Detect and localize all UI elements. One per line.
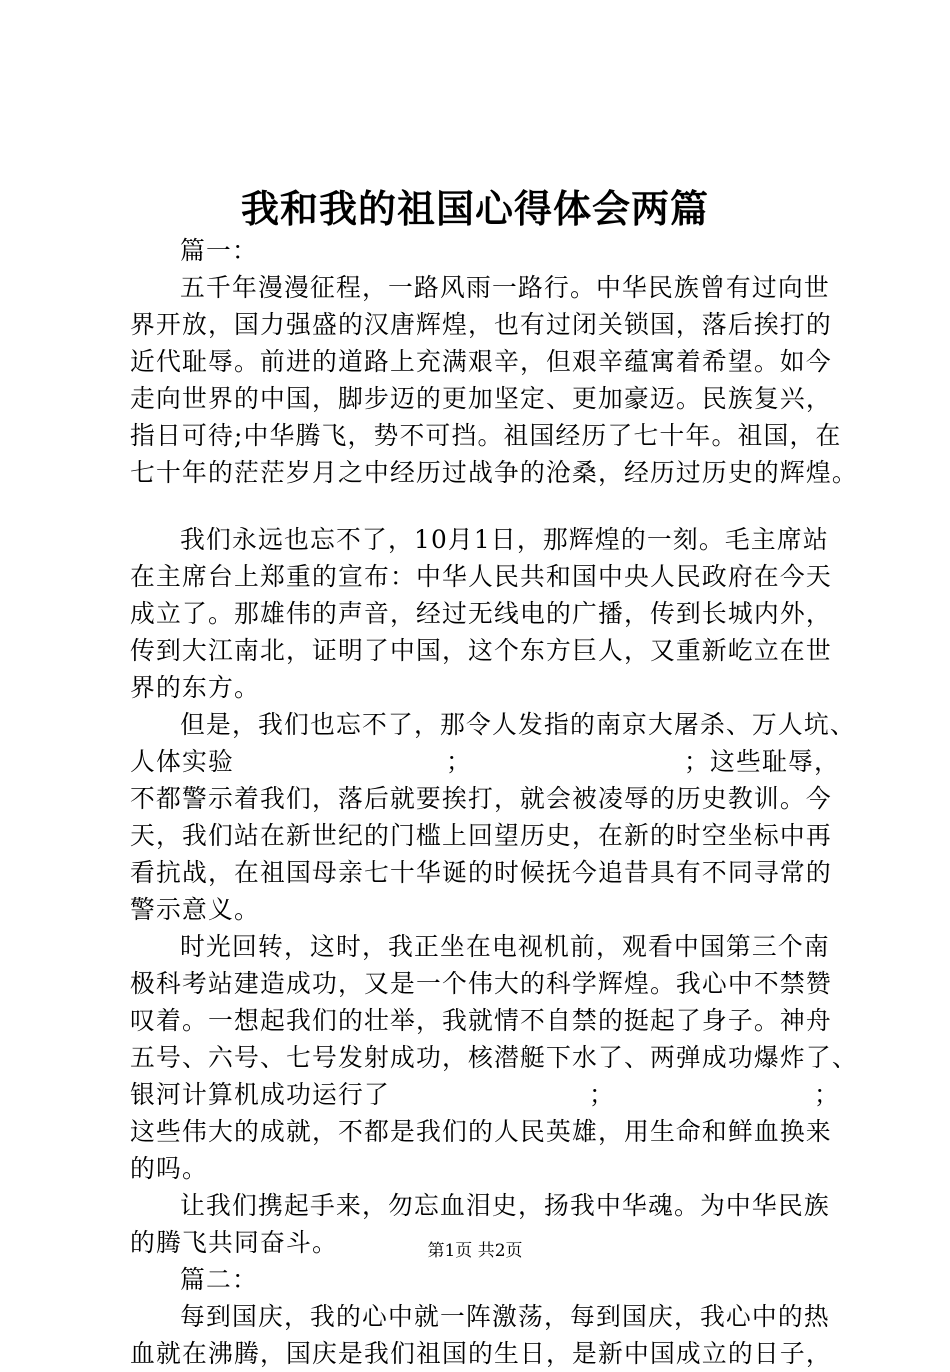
text-line: 血就在沸腾，国庆是我们祖国的生日，是新中国成立的日子， — [130, 1339, 832, 1368]
text-line: 看抗战，在祖国母亲七十华诞的时候抚今追昔具有不同寻常的 — [130, 858, 832, 887]
text-line: 时光回转，这时，我正坐在电视机前，观看中国第三个南 — [180, 932, 830, 961]
text-line: 篇一： — [180, 236, 258, 265]
text-line: 的吗。 — [130, 1154, 208, 1183]
text-line: 篇二： — [180, 1265, 258, 1294]
text-line: 这些伟大的成就，不都是我们的人民英雄，用生命和鲜血换来 — [130, 1117, 832, 1146]
text-line: 指日可待;中华腾飞，势不可挡。祖国经历了七十年。祖国，在 — [130, 421, 842, 450]
text-line: 我们永远也忘不了，10月1日，那辉煌的一刻。毛主席站 — [180, 525, 829, 554]
text-line: 警示意义。 — [130, 895, 260, 924]
text-line: 界开放，国力强盛的汉唐辉煌，也有过闭关锁国，落后挨打的 — [130, 310, 832, 339]
text-line: 近代耻辱。前进的道路上充满艰辛，但艰辛蕴寓着希望。如今 — [130, 347, 832, 376]
text-line: 叹着。一想起我们的壮举，我就情不自禁的挺起了身子。神舟 — [130, 1006, 832, 1035]
text-segment: ； — [813, 1080, 840, 1109]
text-line — [130, 743, 840, 780]
text-line: 五千年漫漫征程，一路风雨一路行。中华民族曾有过向世 — [180, 273, 830, 302]
text-line: 五号、六号、七号发射成功，核潜艇下水了、两弹成功爆炸了、 — [130, 1043, 858, 1072]
text-line: 传到大江南北，证明了中国，这个东方巨人，又重新屹立在世 — [130, 636, 832, 665]
paragraph-gap — [130, 491, 840, 521]
text-line: 但是，我们也忘不了，那令人发指的南京大屠杀、万人坑、 — [180, 710, 856, 739]
text-segment: ； — [446, 747, 472, 776]
text-line: 界的东方。 — [130, 673, 260, 702]
text-line: 让我们携起手来，勿忘血泪史，扬我中华魂。为中华民族 — [180, 1191, 830, 1220]
text-line: 极科考站建造成功，又是一个伟大的科学辉煌。我心中不禁赞 — [130, 969, 832, 998]
text-line — [130, 1076, 840, 1113]
page-footer: 第1页 共2页 — [427, 1241, 523, 1261]
text-line: 走向世界的中国，脚步迈的更加坚定、更加豪迈。民族复兴， — [130, 384, 832, 413]
document-title: 我和我的祖国心得体会两篇 — [240, 186, 709, 231]
text-line: 在主席台上郑重的宣布：中华人民共和国中央人民政府在今天 — [130, 562, 832, 591]
text-line: 不都警示着我们，落后就要挨打，就会被凌辱的历史教训。今 — [130, 784, 832, 813]
text-line: 天，我们站在新世纪的门槛上回望历史，在新的时空坐标中再 — [130, 821, 832, 850]
text-segment: ； — [588, 1080, 615, 1109]
text-line: 七十年的茫茫岁月之中经历过战争的沧桑，经历过历史的辉煌。 — [130, 458, 858, 487]
text-line: 的腾飞共同奋斗。 — [130, 1228, 338, 1257]
text-segment: 银河计算机成功运行了 — [130, 1080, 390, 1109]
text-line: 每到国庆，我的心中就一阵激荡，每到国庆，我心中的热 — [180, 1302, 830, 1331]
text-segment: ；这些耻辱， — [684, 747, 840, 776]
text-segment: 人体实验 — [130, 747, 234, 776]
text-line: 成立了。那雄伟的声音，经过无线电的广播，传到长城内外， — [130, 599, 832, 628]
document-body — [130, 232, 858, 1372]
